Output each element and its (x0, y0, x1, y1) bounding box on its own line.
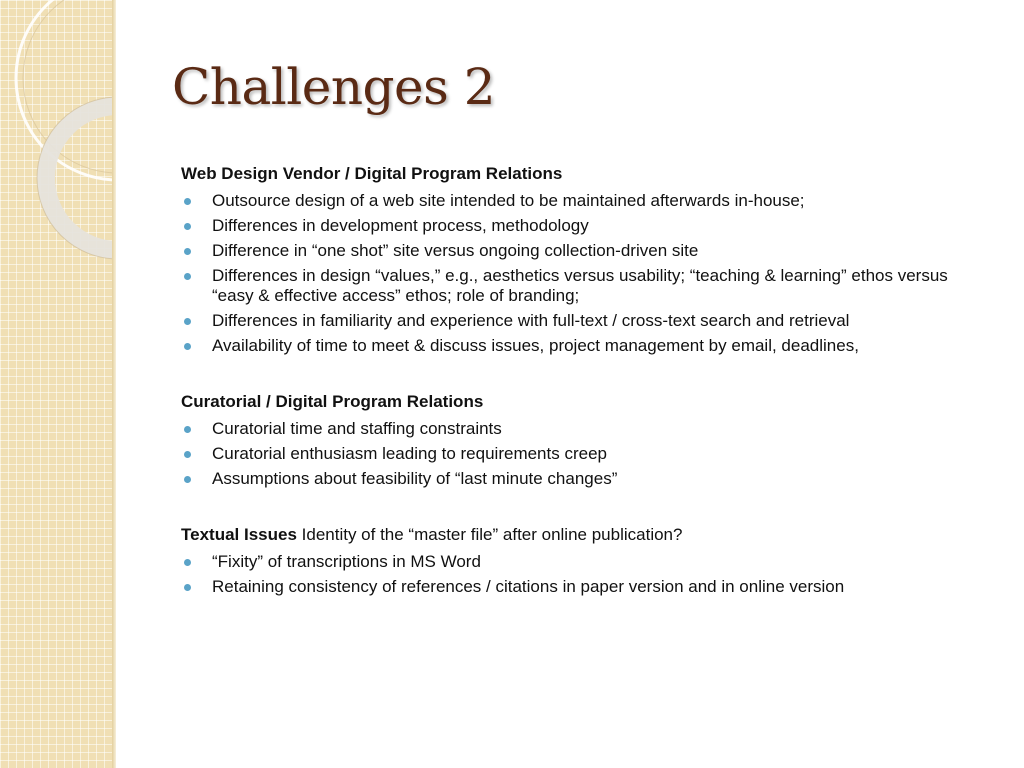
list-item: Differences in design “values,” e.g., aesthetics versus usability; “teaching & learning” ethos versus “easy & effective access” ethos; role of branding; (181, 266, 991, 306)
list-item: “Fixity” of transcriptions in MS Word (181, 552, 991, 572)
bullet-list (181, 419, 991, 489)
bullet-icon (184, 426, 191, 433)
slide-title: Challenges 2 (172, 58, 496, 116)
bullet-icon (184, 248, 191, 255)
section-heading-text: Identity of the “master file” after online publication? (301, 525, 683, 544)
bullet-list (181, 552, 991, 597)
bullet-icon (184, 476, 191, 483)
section-heading (181, 523, 991, 547)
list-item: Assumptions about feasibility of “last minute changes” (181, 469, 991, 489)
section-web-design-vendor (181, 162, 991, 356)
list-item: Outsource design of a web site intended to be maintained afterwards in-house; (181, 191, 991, 211)
list-item: Availability of time to meet & discuss issues, project management by email, deadlines, (181, 336, 991, 356)
sidebar-divider (112, 0, 116, 768)
list-item: Differences in development process, methodology (181, 216, 991, 236)
bullet-icon (184, 584, 191, 591)
list-item: Retaining consistency of references / citations in paper version and in online version (181, 577, 991, 597)
decorative-circles (0, 0, 112, 768)
bullet-icon (184, 343, 191, 350)
list-item: Curatorial time and staffing constraints (181, 419, 991, 439)
bullet-icon (184, 223, 191, 230)
bullet-icon (184, 198, 191, 205)
section-curatorial (181, 390, 991, 489)
list-item: Differences in familiarity and experience with full-text / cross-text search and retrieval (181, 311, 991, 331)
list-item: Curatorial enthusiasm leading to requirements creep (181, 444, 991, 464)
section-heading: Web Design Vendor / Digital Program Relations (181, 164, 563, 183)
decorative-sidebar (0, 0, 112, 768)
section-textual-issues (181, 523, 991, 597)
slide-content (181, 162, 991, 631)
bullet-list (181, 191, 991, 356)
section-heading: Curatorial / Digital Program Relations (181, 392, 484, 411)
bullet-icon (184, 273, 191, 280)
bullet-icon (184, 451, 191, 458)
list-item: Difference in “one shot” site versus ongoing collection-driven site (181, 241, 991, 261)
bullet-icon (184, 318, 191, 325)
bullet-icon (184, 559, 191, 566)
section-heading-bold: Textual Issues (181, 525, 297, 544)
